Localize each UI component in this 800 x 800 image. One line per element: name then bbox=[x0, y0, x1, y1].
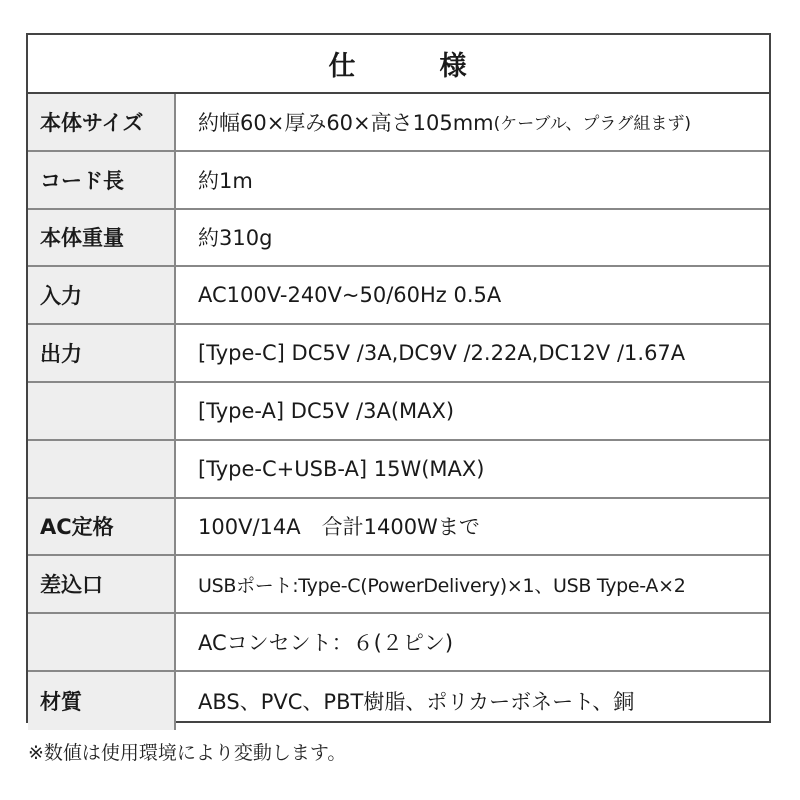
row-value: ABS、PVC、PBT樹脂、ポリカーボネート、銅 bbox=[198, 689, 635, 714]
row-label bbox=[28, 614, 176, 670]
title-char-1: 仕 bbox=[328, 51, 358, 82]
row-label: AC定格 bbox=[28, 499, 176, 555]
row-value: 100V/14A 合計1400Wまで bbox=[198, 515, 480, 540]
table-row bbox=[28, 210, 769, 268]
table-row bbox=[28, 267, 769, 325]
row-value: 約1m bbox=[198, 168, 253, 193]
table-row bbox=[28, 499, 769, 557]
table-row bbox=[28, 556, 769, 614]
row-label: コード長 bbox=[28, 152, 176, 208]
table-title bbox=[28, 35, 769, 94]
row-label: 入力 bbox=[28, 267, 176, 323]
row-label bbox=[28, 441, 176, 497]
footnote: ※数値は使用環境により変動します。 bbox=[28, 742, 347, 764]
row-value-main: 約幅60×厚み60×高さ105mm bbox=[198, 110, 494, 135]
row-value: USBポート:Type-C(PowerDelivery)×1、USB Type-A×2 bbox=[198, 574, 686, 597]
table-row bbox=[28, 614, 769, 672]
spec-table bbox=[26, 33, 771, 723]
row-label bbox=[28, 383, 176, 439]
table-row bbox=[28, 672, 769, 730]
table-row bbox=[28, 325, 769, 383]
row-value: 約310g bbox=[198, 226, 273, 251]
row-value: [Type-C] DC5V /3A,DC9V /2.22A,DC12V /1.67A bbox=[198, 341, 686, 366]
row-label: 材質 bbox=[28, 672, 176, 730]
table-row bbox=[28, 152, 769, 210]
table-row bbox=[28, 383, 769, 441]
row-label: 本体重量 bbox=[28, 210, 176, 266]
row-value: [Type-C+USB-A] 15W(MAX) bbox=[198, 456, 485, 481]
table-row bbox=[28, 441, 769, 499]
row-value: [Type-A] DC5V /3A(MAX) bbox=[198, 398, 455, 423]
row-label: 出力 bbox=[28, 325, 176, 381]
table-row bbox=[28, 94, 769, 152]
title-char-2: 様 bbox=[439, 51, 469, 82]
row-value bbox=[176, 94, 769, 150]
row-label: 差込口 bbox=[28, 556, 176, 612]
row-value: ACコンセント：６(２ピン) bbox=[198, 631, 454, 656]
row-value-suffix: (ケーブル、プラグ組まず) bbox=[493, 114, 692, 135]
row-label: 本体サイズ bbox=[28, 94, 176, 150]
row-value: AC100V-240V~50/60Hz 0.5A bbox=[198, 283, 502, 308]
